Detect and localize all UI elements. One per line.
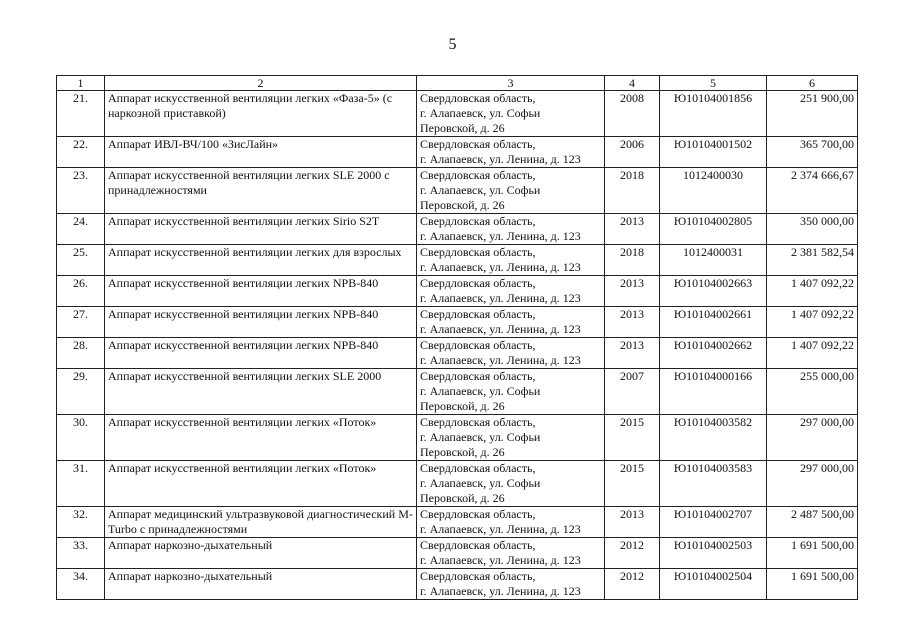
- address-cell: [417, 507, 605, 538]
- column-header-1: 1: [57, 76, 105, 91]
- address-line: Свердловская область,: [420, 168, 536, 182]
- address-cell: [417, 214, 605, 245]
- address-line: г. Алапаевск, ул. Софьи: [420, 183, 541, 197]
- inventory-number-cell: Ю10104001502: [660, 137, 767, 168]
- address-line: Перовской, д. 26: [420, 121, 505, 135]
- equipment-name-cell: Аппарат искусственной вентиляции легких «Поток»: [105, 415, 417, 461]
- table-row: [57, 461, 858, 507]
- equipment-name-cell: Аппарат ИВЛ-ВЧ/100 «ЗисЛайн»: [105, 137, 417, 168]
- equipment-name-cell: Аппарат искусственной вентиляции легких NPB-840: [105, 276, 417, 307]
- address-line: Свердловская область,: [420, 276, 536, 290]
- address-line: Свердловская область,: [420, 507, 536, 521]
- address-line: г. Алапаевск, ул. Ленина, д. 123: [420, 522, 581, 536]
- inventory-number-cell: Ю10104002662: [660, 338, 767, 369]
- year-cell: 2013: [605, 507, 660, 538]
- address-line: г. Алапаевск, ул. Софьи: [420, 430, 541, 444]
- page-number: 5: [448, 36, 457, 53]
- inventory-number-cell: Ю10104002707: [660, 507, 767, 538]
- inventory-number-cell: Ю10104002661: [660, 307, 767, 338]
- address-cell: [417, 415, 605, 461]
- row-number-cell: 29.: [57, 369, 105, 415]
- cost-cell: 1 407 092,22: [767, 307, 858, 338]
- table-row: [57, 369, 858, 415]
- cost-cell: 1 407 092,22: [767, 276, 858, 307]
- address-line: Свердловская область,: [420, 245, 536, 259]
- year-cell: 2018: [605, 168, 660, 214]
- row-number-cell: 22.: [57, 137, 105, 168]
- cost-cell: 255 000,00: [767, 369, 858, 415]
- address-line: Свердловская область,: [420, 91, 536, 105]
- equipment-name-cell: Аппарат искусственной вентиляции легких «Поток»: [105, 461, 417, 507]
- address-line: Свердловская область,: [420, 137, 536, 151]
- address-line: г. Алапаевск, ул. Ленина, д. 123: [420, 353, 581, 367]
- cost-cell: 365 700,00: [767, 137, 858, 168]
- address-line: г. Алапаевск, ул. Ленина, д. 123: [420, 229, 581, 243]
- address-line: г. Алапаевск, ул. Софьи: [420, 384, 541, 398]
- row-number-cell: 34.: [57, 569, 105, 600]
- address-line: г. Алапаевск, ул. Ленина, д. 123: [420, 260, 581, 274]
- table-row: [57, 569, 858, 600]
- address-line: Перовской, д. 26: [420, 445, 505, 459]
- equipment-name-cell: Аппарат искусственной вентиляции легких для взрослых: [105, 245, 417, 276]
- address-line: Свердловская область,: [420, 307, 536, 321]
- table-row: [57, 307, 858, 338]
- row-number-cell: 30.: [57, 415, 105, 461]
- address-line: Свердловская область,: [420, 369, 536, 383]
- cost-cell: 1 691 500,00: [767, 538, 858, 569]
- year-cell: 2013: [605, 276, 660, 307]
- address-line: Перовской, д. 26: [420, 399, 505, 413]
- cost-cell: 350 000,00: [767, 214, 858, 245]
- inventory-number-cell: 1012400031: [660, 245, 767, 276]
- cost-cell: 1 407 092,22: [767, 338, 858, 369]
- table-row: [57, 538, 858, 569]
- cost-cell: 1 691 500,00: [767, 569, 858, 600]
- year-cell: 2008: [605, 91, 660, 137]
- address-cell: [417, 461, 605, 507]
- address-line: Свердловская область,: [420, 415, 536, 429]
- year-cell: 2012: [605, 538, 660, 569]
- equipment-name-cell: Аппарат искусственной вентиляции легких NPB-840: [105, 307, 417, 338]
- year-cell: 2013: [605, 214, 660, 245]
- address-line: г. Алапаевск, ул. Ленина, д. 123: [420, 584, 581, 598]
- row-number-cell: 32.: [57, 507, 105, 538]
- equipment-name-cell: Аппарат медицинский ультразвуковой диагностический M-Turbo с принадлежностями: [105, 507, 417, 538]
- table-row: [57, 415, 858, 461]
- address-line: Свердловская область,: [420, 538, 536, 552]
- table-row: [57, 137, 858, 168]
- row-number-cell: 33.: [57, 538, 105, 569]
- year-cell: 2013: [605, 338, 660, 369]
- equipment-name-cell: Аппарат искусственной вентиляции легких Sirio S2T: [105, 214, 417, 245]
- table-header-row: [57, 76, 858, 91]
- table-row: [57, 276, 858, 307]
- address-line: Перовской, д. 26: [420, 198, 505, 212]
- address-line: Перовской, д. 26: [420, 491, 505, 505]
- equipment-name-cell: Аппарат искусственной вентиляции легких SLE 2000 с принадлежностями: [105, 168, 417, 214]
- table-row: [57, 168, 858, 214]
- row-number-cell: 26.: [57, 276, 105, 307]
- address-cell: [417, 338, 605, 369]
- address-cell: [417, 276, 605, 307]
- column-header-4: 4: [605, 76, 660, 91]
- address-line: Свердловская область,: [420, 569, 536, 583]
- equipment-name-cell: Аппарат искусственной вентиляции легких «Фаза-5» (с наркозной приставкой): [105, 91, 417, 137]
- column-header-5: 5: [660, 76, 767, 91]
- inventory-number-cell: Ю10104001856: [660, 91, 767, 137]
- address-line: Свердловская область,: [420, 214, 536, 228]
- address-cell: [417, 168, 605, 214]
- row-number-cell: 28.: [57, 338, 105, 369]
- address-cell: [417, 538, 605, 569]
- address-line: г. Алапаевск, ул. Ленина, д. 123: [420, 152, 581, 166]
- address-line: Свердловская область,: [420, 338, 536, 352]
- inventory-number-cell: Ю10104003583: [660, 461, 767, 507]
- row-number-cell: 31.: [57, 461, 105, 507]
- inventory-number-cell: Ю10104002504: [660, 569, 767, 600]
- inventory-number-cell: Ю10104002805: [660, 214, 767, 245]
- cost-cell: 297 000,00: [767, 415, 858, 461]
- column-header-6: 6: [767, 76, 858, 91]
- address-cell: [417, 369, 605, 415]
- cost-cell: 297 000,00: [767, 461, 858, 507]
- address-line: г. Алапаевск, ул. Софьи: [420, 106, 541, 120]
- row-number-cell: 23.: [57, 168, 105, 214]
- inventory-number-cell: Ю10104003582: [660, 415, 767, 461]
- cost-cell: 2 487 500,00: [767, 507, 858, 538]
- address-cell: [417, 137, 605, 168]
- equipment-name-cell: Аппарат наркозно-дыхательный: [105, 569, 417, 600]
- year-cell: 2007: [605, 369, 660, 415]
- equipment-table: [56, 75, 858, 600]
- year-cell: 2015: [605, 461, 660, 507]
- table-row: [57, 245, 858, 276]
- cost-cell: 251 900,00: [767, 91, 858, 137]
- column-header-3: 3: [417, 76, 605, 91]
- address-cell: [417, 569, 605, 600]
- address-cell: [417, 245, 605, 276]
- table-row: [57, 507, 858, 538]
- inventory-number-cell: Ю10104000166: [660, 369, 767, 415]
- cost-cell: 2 381 582,54: [767, 245, 858, 276]
- row-number-cell: 27.: [57, 307, 105, 338]
- inventory-number-cell: Ю10104002503: [660, 538, 767, 569]
- year-cell: 2012: [605, 569, 660, 600]
- cost-cell: 2 374 666,67: [767, 168, 858, 214]
- address-cell: [417, 91, 605, 137]
- table-row: [57, 91, 858, 137]
- table-body: [57, 76, 858, 600]
- equipment-name-cell: Аппарат искусственной вентиляции легких NPB-840: [105, 338, 417, 369]
- year-cell: 2013: [605, 307, 660, 338]
- row-number-cell: 21.: [57, 91, 105, 137]
- row-number-cell: 25.: [57, 245, 105, 276]
- address-line: г. Алапаевск, ул. Ленина, д. 123: [420, 553, 581, 567]
- address-line: Свердловская область,: [420, 461, 536, 475]
- year-cell: 2015: [605, 415, 660, 461]
- address-line: г. Алапаевск, ул. Ленина, д. 123: [420, 291, 581, 305]
- column-header-2: 2: [105, 76, 417, 91]
- inventory-number-cell: 1012400030: [660, 168, 767, 214]
- inventory-number-cell: Ю10104002663: [660, 276, 767, 307]
- equipment-name-cell: Аппарат наркозно-дыхательный: [105, 538, 417, 569]
- year-cell: 2006: [605, 137, 660, 168]
- address-cell: [417, 307, 605, 338]
- year-cell: 2018: [605, 245, 660, 276]
- table-row: [57, 338, 858, 369]
- table-row: [57, 214, 858, 245]
- address-line: г. Алапаевск, ул. Софьи: [420, 476, 541, 490]
- address-line: г. Алапаевск, ул. Ленина, д. 123: [420, 322, 581, 336]
- equipment-name-cell: Аппарат искусственной вентиляции легких SLE 2000: [105, 369, 417, 415]
- row-number-cell: 24.: [57, 214, 105, 245]
